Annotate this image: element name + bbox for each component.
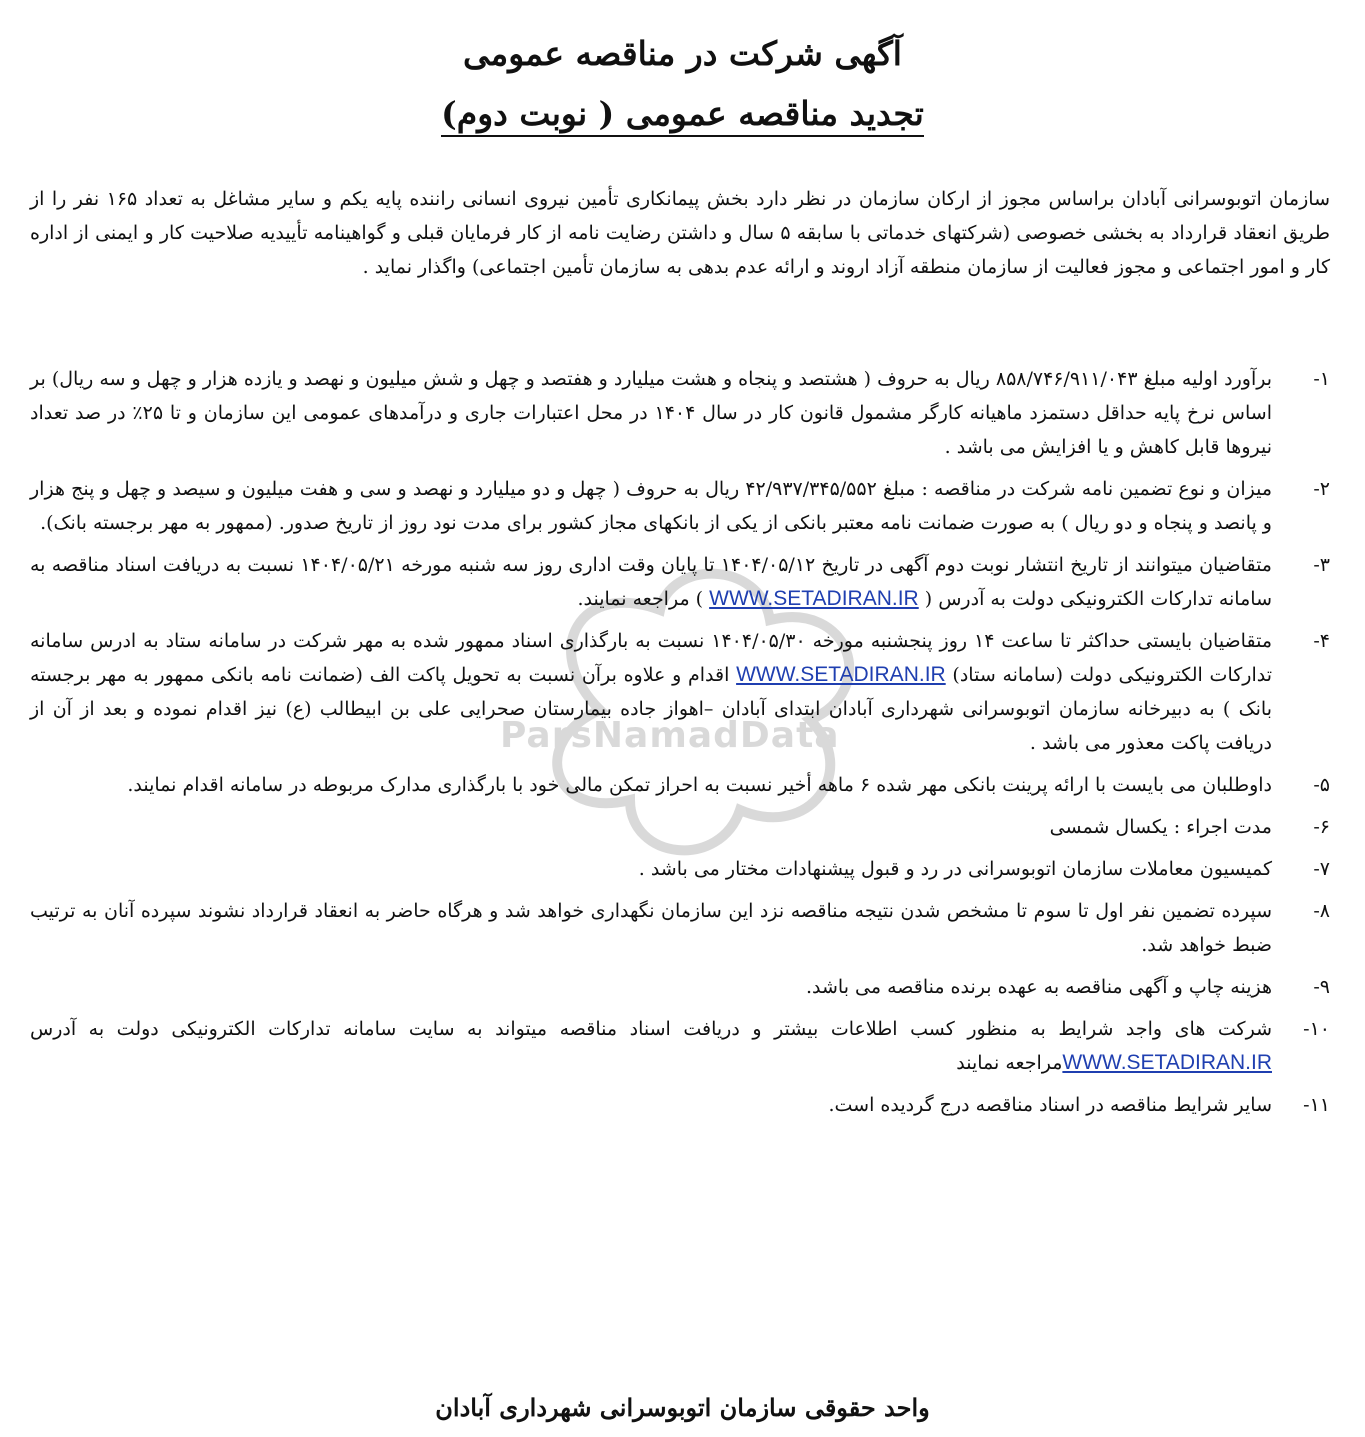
item-text: متقاضیان بایستی حداکثر تا ساعت ۱۴ روز پنجشنبه مورخه ۱۴۰۴/۰۵/۳۰ نسبت به بارگذاری اسناد ممهور شده به مهر شرکت در سامانه ستاد به ادرس سامانه تدارکات الکترونیکی دولت (سامانه ستاد) bbox=[30, 630, 1272, 686]
item-number: ۱۱- bbox=[1303, 1094, 1330, 1116]
setadiran-link[interactable]: WWW.SETADIRAN.IR bbox=[709, 587, 919, 610]
watermark-text: ParsNamadData bbox=[500, 715, 840, 756]
item-number: ۴- bbox=[1313, 630, 1330, 652]
list-item bbox=[30, 768, 1330, 802]
item-text: میزان و نوع تضمین نامه شرکت در مناقصه : مبلغ ۴۲/۹۳۷/۳۴۵/۵۵۲ ریال به حروف ( چهل و دو میلیارد و نهصد و سی و هفت میلیون و سیصد و چهل و پنج هزار و پانصد و پنجاه و دو ریال ) به صورت ضمانت نامه معتبر بانکی از یکی از بانکهای مجاز کشور برای مدت نود روز از تاریخ صدور. (ممهور به مهر برجسته بانک). bbox=[30, 478, 1272, 534]
list-item bbox=[30, 852, 1330, 886]
item-text-end: اقدام و علاوه برآن نسبت به تحویل پاکت الف (ضمانت نامه بانکی ممهور به مهر برجسته بانک ) به دبیرخانه سازمان اتوبوسرانی شهرداری آبادان ابتدای آبادان –اهواز جاده بیمارستان صحرایی علی بن ابیطالب (ع) نیز اقدام نموده و بعد از آن از دریافت پاکت معذور می باشد . bbox=[30, 664, 1272, 754]
item-number: ۳- bbox=[1313, 554, 1330, 576]
item-text: سپرده تضمین نفر اول تا سوم تا مشخص شدن نتیجه مناقصه نزد این سازمان نگهداری خواهد شد و هرگاه حاضر به انعقاد قرارداد نشوند سپرده آنان به ترتیب ضبط خواهد شد. bbox=[30, 900, 1272, 956]
item-number: ۱۰- bbox=[1303, 1018, 1330, 1040]
conditions-list bbox=[30, 362, 1330, 1130]
setadiran-link[interactable]: WWW.SETADIRAN.IR bbox=[1062, 1051, 1272, 1074]
item-number: ۹- bbox=[1313, 976, 1330, 998]
item-text: سایر شرایط مناقصه در اسناد مناقصه درج گردیده است. bbox=[828, 1094, 1272, 1116]
list-item bbox=[30, 810, 1330, 844]
item-text: داوطلبان می بایست با ارائه پرینت بانکی مهر شده ۶ ماهه أخیر نسبت به احراز تمکن مالی خود با بارگذاری مدارک مربوطه در سامانه اقدام نمایند. bbox=[127, 774, 1272, 796]
item-number: ۸- bbox=[1313, 900, 1330, 922]
item-number: ۵- bbox=[1313, 774, 1330, 796]
list-item bbox=[30, 1088, 1330, 1122]
item-number: ۶- bbox=[1313, 816, 1330, 838]
list-item bbox=[30, 362, 1330, 464]
list-item bbox=[30, 894, 1330, 962]
intro-paragraph: سازمان اتوبوسرانی آبادان براساس مجوز از ارکان سازمان در نظر دارد بخش پیمانکاری تأمین نیروی انسانی راننده پایه یکم و سایر مشاغل به تعداد ۱۶۵ نفر را از طریق انعقاد قرارداد به بخشی خصوصی (شرکتهای خدماتی با سابقه ۵ سال و داشتن رضایت نامه از کار فرمایان قبلی و گواهینامه تأییدیه صلاحیت کار و ایمنی از اداره کار و امور اجتماعی و مجوز فعالیت از سازمان منطقه آزاد اروند و ارائه عدم بدهی به سازمان تأمین اجتماعی) واگذار نماید . bbox=[30, 188, 1330, 278]
page-subtitle-text: تجدید مناقصه عمومی ( نوبت دوم) bbox=[441, 94, 924, 137]
item-text-end: مراجعه نمایند bbox=[956, 1052, 1063, 1074]
item-number: ۲- bbox=[1313, 478, 1330, 500]
item-text: شرکت های واجد شرایط به منظور کسب اطلاعات بیشتر و دریافت اسناد مناقصه میتواند به سایت سامانه تدارکات الکترونیکی دولت به آدرس bbox=[30, 1018, 1272, 1040]
list-item bbox=[30, 624, 1330, 760]
item-text: مدت اجراء : یکسال شمسی bbox=[1049, 816, 1272, 838]
item-text-end: ) مراجعه نمایند. bbox=[577, 588, 704, 610]
list-item bbox=[30, 472, 1330, 540]
page-title: آگهی شرکت در مناقصه عمومی bbox=[463, 34, 902, 73]
item-text: متقاضیان میتوانند از تاریخ انتشار نوبت دوم آگهی در تاریخ ۱۴۰۴/۰۵/۱۲ تا پایان وقت اداری روز سه شنبه مورخه ۱۴۰۴/۰۵/۲۱ نسبت به دریافت اسناد مناقصه به سامانه تدارکات الکترونیکی دولت به آدرس ( bbox=[30, 554, 1272, 610]
footer-signature: واحد حقوقی سازمان اتوبوسرانی شهرداری آبادان bbox=[435, 1393, 930, 1422]
list-item bbox=[30, 970, 1330, 1004]
page-subtitle bbox=[0, 88, 1365, 140]
item-text: هزینه چاپ و آگهی مناقصه به عهده برنده مناقصه می باشد. bbox=[805, 976, 1272, 998]
item-text: کمیسیون معاملات سازمان اتوبوسرانی در رد و قبول پیشنهادات مختار می باشد . bbox=[638, 858, 1272, 880]
item-number: ۱- bbox=[1313, 368, 1330, 390]
setadiran-link[interactable]: WWW.SETADIRAN.IR bbox=[736, 663, 946, 686]
list-item bbox=[30, 548, 1330, 616]
item-number: ۷- bbox=[1313, 858, 1330, 880]
item-text: برآورد اولیه مبلغ ۸۵۸/۷۴۶/۹۱۱/۰۴۳ ریال به حروف ( هشتصد و پنجاه و هشت میلیارد و هفتصد و چهل و شش میلیون و نهصد و یازده هزار و چهل و سه ریال) بر اساس نرخ پایه حداقل دستمزد ماهیانه کارگر مشمول قانون کار در سال ۱۴۰۴ در محل اعتبارات جاری و درآمدهای عمومی این سازمان و تا ۲۵٪ در صد تعداد نیروها قابل کاهش و یا افزایش می باشد . bbox=[30, 368, 1272, 458]
list-item bbox=[30, 1012, 1330, 1080]
